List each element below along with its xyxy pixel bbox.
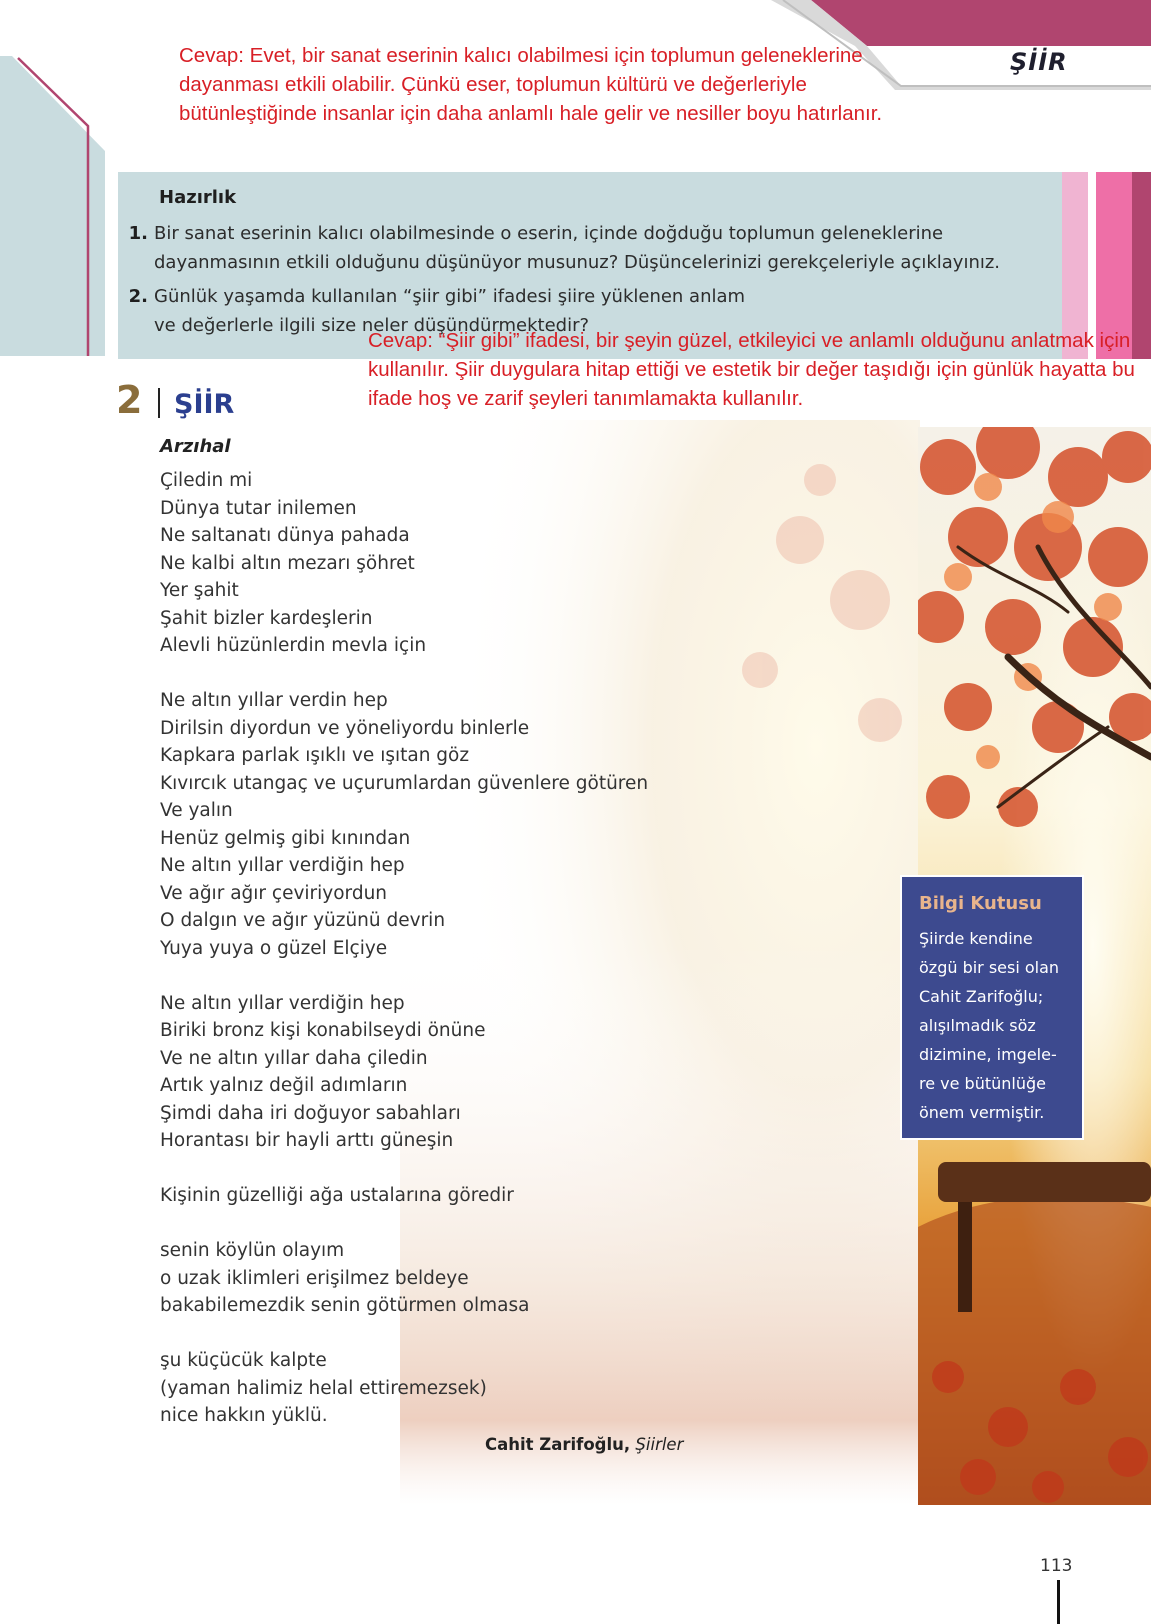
poem-line: Yuya yuya o güzel Elçiye bbox=[160, 937, 388, 959]
info-box-line: önem vermiştir. bbox=[919, 1103, 1045, 1122]
poem-line: Dirilsin diyordun ve yöneliyordu binlerle bbox=[160, 717, 530, 739]
poem-line: O dalgın ve ağır yüzünü devrin bbox=[160, 910, 446, 931]
info-box-line: alışılmadık söz bbox=[919, 1016, 1036, 1035]
left-decorative-panel bbox=[0, 56, 105, 356]
poem-line: Ve ne altın yıllar daha çiledin bbox=[160, 1047, 428, 1069]
poem-line: Henüz gelmiş gibi kınından bbox=[160, 827, 411, 849]
poem-source: Şiirler bbox=[635, 1435, 684, 1454]
info-box bbox=[900, 875, 1084, 1140]
poem-line: Ve ağır ağır çeviriyordun bbox=[160, 882, 388, 904]
info-box-line: Cahit Zarifoğlu; bbox=[919, 987, 1044, 1006]
question-text: Bir sanat eserinin kalıcı olabilmesinde o eserin, içinde doğduğu toplumun geleneklerine dayanmasının etkili olduğunu düşünüyor musunuz? Düşüncelerinizi gerekçeleriyle açıklayınız. bbox=[154, 223, 1001, 273]
preparation-title: Hazırlık bbox=[159, 187, 237, 208]
poem-line: Ne altın yıllar verdiğin hep bbox=[160, 855, 405, 876]
poem-line: Çiledin mi bbox=[160, 470, 253, 491]
question-text: Günlük yaşamda kullanılan “şiir gibi” ifadesi şiire yüklenen anlam ve değerlerle ilgili size neler düşündürmektedir? bbox=[154, 286, 746, 336]
question-item bbox=[122, 219, 1052, 277]
poem-line: Artık yalnız değil adımların bbox=[160, 1075, 408, 1096]
poem-line: Ve yalın bbox=[160, 800, 233, 821]
question-number: 2. bbox=[128, 286, 148, 307]
poem-line: Kıvırcık utangaç ve uçurumlardan güvenlere götüren bbox=[160, 772, 649, 794]
page-number: 113 bbox=[1040, 1556, 1073, 1576]
poem-line: o uzak iklimleri erişilmez beldeye bbox=[160, 1267, 469, 1289]
poem-line: Şahit bizler kardeşlerin bbox=[160, 607, 373, 629]
question-number: 1. bbox=[128, 223, 148, 244]
poem-line: Dünya tutar inilemen bbox=[160, 497, 357, 519]
section-number: 2 bbox=[116, 378, 143, 422]
poem-stanza bbox=[160, 687, 720, 962]
poem-stanza bbox=[160, 1182, 720, 1210]
header-section-label: ŞİİR bbox=[1010, 48, 1068, 76]
poem-line: Şimdi daha iri doğuyor sabahları bbox=[160, 1102, 461, 1124]
section-divider bbox=[158, 388, 160, 418]
poem-title: Arzıhal bbox=[160, 436, 231, 457]
info-box-line: re ve bütünlüğe bbox=[919, 1074, 1046, 1093]
info-box-text bbox=[919, 924, 1065, 1127]
poem-line: Kapkara parlak ışıklı ve ışıtan göz bbox=[160, 745, 470, 766]
poem-line: Ne saltanatı dünya pahada bbox=[160, 525, 410, 546]
info-box-line: Şiirde kendine bbox=[919, 929, 1033, 948]
poem-stanza bbox=[160, 1237, 720, 1320]
poem-line: Ne altın yıllar verdiğin hep bbox=[160, 992, 405, 1014]
poem-line: Kişinin güzelliği ağa ustalarına göredir bbox=[160, 1185, 514, 1206]
poem-author: Cahit Zarifoğlu, bbox=[485, 1435, 631, 1454]
poem-line: Ne altın yıllar verdin hep bbox=[160, 690, 388, 711]
poem-stanza bbox=[160, 1347, 720, 1430]
poem-line: Yer şahit bbox=[160, 580, 239, 601]
poem-line: senin köylün olayım bbox=[160, 1240, 345, 1261]
poem-line: (yaman halimiz helal ettiremezsek) bbox=[160, 1377, 487, 1399]
poem-line: nice hakkın yüklü. bbox=[160, 1405, 328, 1426]
poem-line: Horantası bir hayli arttı güneşin bbox=[160, 1130, 454, 1151]
poem-line: Biriki bronz kişi konabilseydi önüne bbox=[160, 1020, 486, 1041]
poem-attribution bbox=[485, 1435, 683, 1454]
poem-stanza bbox=[160, 990, 720, 1155]
info-box-line: özgü bir sesi olan bbox=[919, 958, 1060, 977]
section-title: ŞİİR bbox=[174, 389, 235, 420]
answer-text-1: Cevap: Evet, bir sanat eserinin kalıcı olabilmesi için toplumun geleneklerine dayanması etkili olabilir. Çünkü eser, toplumun kültürü ve değerleriyle bütünleştiğinde insanlar için daha anlamlı hale gelir ve nesiller boyu hatırlanır. bbox=[179, 44, 883, 125]
poem-line: Ne kalbi altın mezarı şöhret bbox=[160, 552, 415, 574]
footer-rule bbox=[1057, 1580, 1060, 1624]
poem-stanza bbox=[160, 467, 720, 660]
info-box-line: dizimine, imgele- bbox=[919, 1045, 1057, 1064]
answer-text-2: Cevap: “Şiir gibi” ifadesi, bir şeyin güzel, etkileyici ve anlamlı olduğunu anlatmak için kullanılır. Şiir duygulara hitap ettiği ve estetik bir değer taşıdığı için günlük hayatta bu ifade hoş ve zarif şeyleri tanımlamakta kullanılır. bbox=[368, 329, 1135, 410]
info-box-title: Bilgi Kutusu bbox=[919, 893, 1042, 914]
poem-line: şu küçücük kalpte bbox=[160, 1350, 327, 1371]
poem-body bbox=[160, 467, 720, 1457]
poem-line: bakabilemezdik senin götürmen olmasa bbox=[160, 1295, 530, 1316]
poem-line: Alevli hüzünlerdin mevla için bbox=[160, 635, 427, 656]
